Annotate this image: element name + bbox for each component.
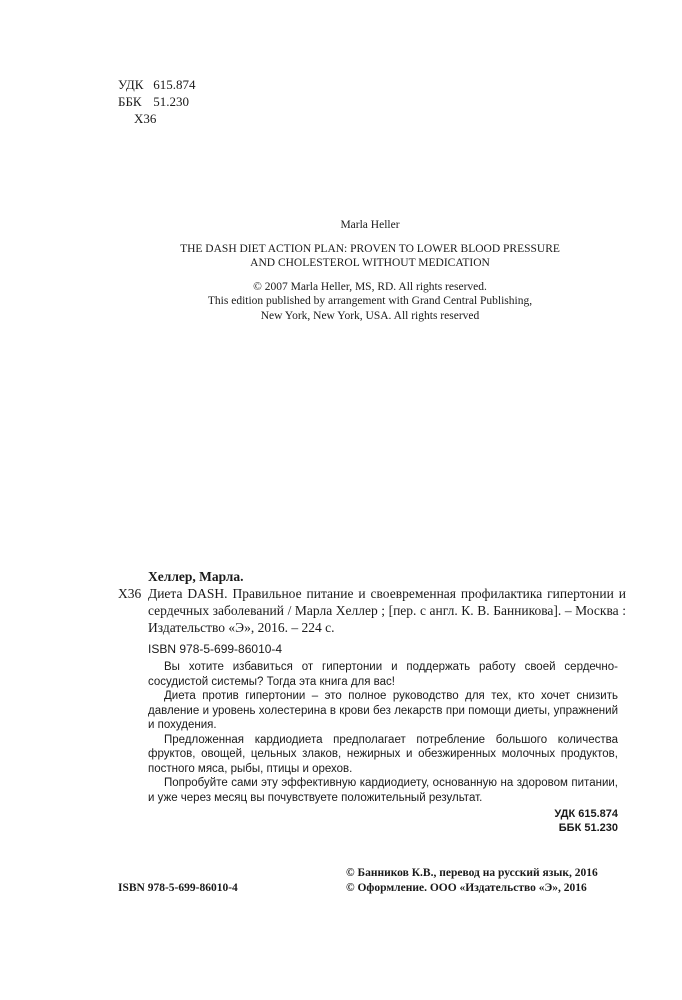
original-author: Marla Heller: [340, 219, 400, 231]
record-isbn: ISBN 978-5-699-86010-4: [148, 642, 283, 656]
catalog-codes-top: [118, 76, 196, 127]
annotation: [148, 660, 618, 835]
annotation-paragraph: Предложенная кардиодиета предполагает потребление большого количества фруктов, овощей, цельных злаков, нежирных и обезжиренных молочных продуктов, постного мяса, рыбы, птицы и орехов.: [148, 733, 618, 775]
original-edition-info: [120, 218, 620, 323]
copyright-design: © Оформление. ООО «Издательство «Э», 2016: [346, 882, 587, 894]
bbk-code: ББК 51.230: [118, 94, 189, 109]
footer-isbn: ISBN 978-5-699-86010-4: [118, 882, 238, 894]
footer-copyrights: [346, 866, 598, 896]
bibliographic-record: [118, 568, 626, 658]
annotation-codes: УДК 615.874 ББК 51.230: [554, 808, 618, 834]
original-copyright: © 2007 Marla Heller, MS, RD. All rights reserved. This edition published by arrangement with Grand Central Publishing, New York, New York, USA. All rights reserved: [207, 280, 533, 322]
annotation-paragraph: Попробуйте сами эту эффективную кардиодиету, основанную на здоровом питании, и уже через месяц вы почувствуете положительный результат.: [148, 777, 618, 804]
copyright-translation: © Банников К.В., перевод на русский язык, 2016: [346, 867, 598, 879]
record-cutter: Х36: [118, 586, 142, 601]
annotation-paragraph: Диета против гипертонии – это полное руководство для тех, кто хочет снизить давление и уровень холестерина в крови без лекарств при помощи диеты, упражнений и похудения.: [148, 690, 618, 731]
record-description: Диета DASH. Правильное питание и своевременная профилактика гипертонии и сердечных заболеваний / Марла Хеллер ; [пер. с англ. К. В. Банникова]. – Москва : Издательство «Э», 2016. – 224 с.: [148, 586, 626, 635]
udk-code: УДК 615.874: [118, 77, 196, 92]
record-author: Хеллер, Марла.: [148, 569, 244, 584]
annotation-paragraph: Вы хотите избавиться от гипертонии и поддержать работу своей сердечно-сосудистой системы? Тогда эта книга для вас!: [148, 661, 618, 688]
cutter-code: Х36: [134, 111, 157, 126]
original-title: THE DASH DIET ACTION PLAN: PROVEN TO LOWER BLOOD PRESSURE AND CHOLESTEROL WITHOUT MEDICATION: [180, 242, 560, 269]
